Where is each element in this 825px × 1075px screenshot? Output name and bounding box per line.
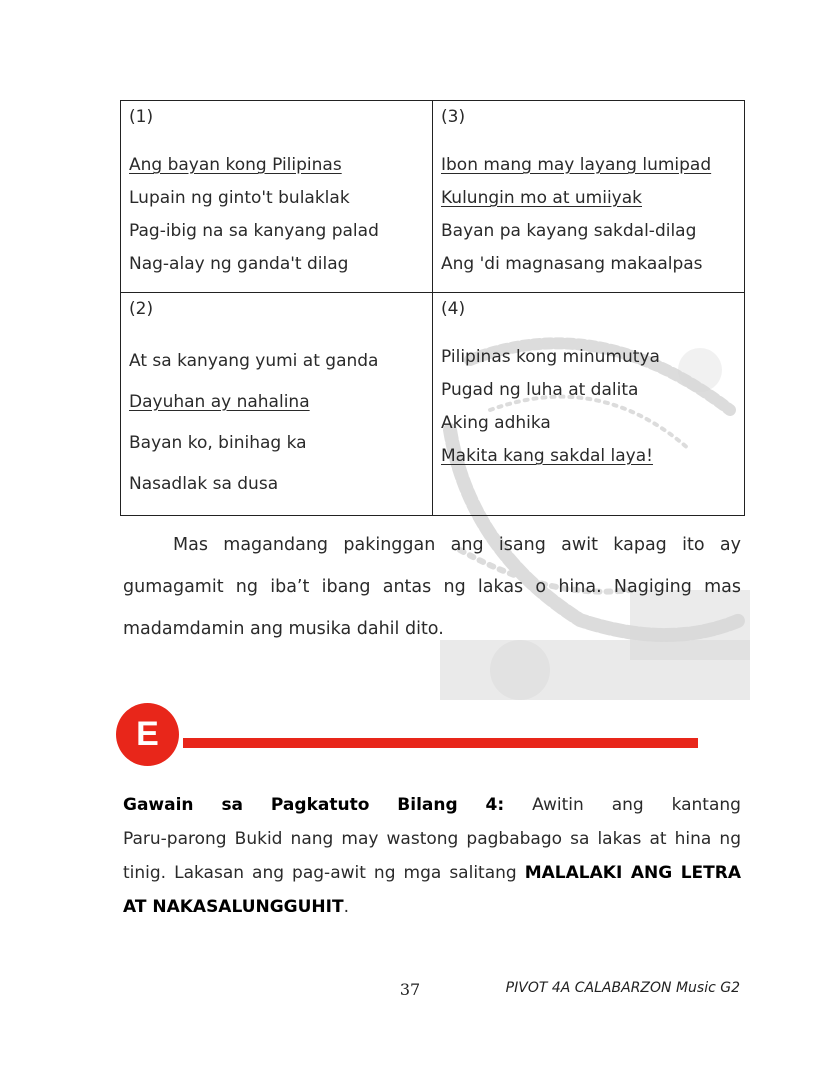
activity-first-line: [123, 788, 741, 822]
activity-emphasis: MALALAKI ANG LETRA AT NAKASALUNGGUHIT: [123, 863, 742, 917]
lyric-line: Bayan ko, binihag ka: [129, 433, 307, 453]
lyric-line: Lupain ng ginto't bulaklak: [129, 188, 350, 208]
lyric-line: Pag-ibig na sa kanyang palad: [129, 221, 379, 241]
stanza-4-cell: [433, 293, 745, 516]
paragraph-text: Mas magandang pakinggan ang isang awit kapag ito ay gumagamit ng iba’t ibang antas ng lakas o hina. Nagiging mas madamdamin ang musika dahil dito.: [123, 534, 741, 639]
activity-label-word: Pagkatuto: [270, 795, 370, 815]
footer-label: PIVOT 4A CALABARZON Music G2: [505, 980, 740, 996]
page-number: 37: [399, 980, 421, 999]
section-e-badge: [116, 703, 179, 766]
activity-text: Paru-parong Bukid nang may wastong pagbabago sa lakas at hina ng tinig. Lakasan ang pag-awit ng mga salitang: [123, 829, 741, 883]
activity-label-word: Gawain: [123, 795, 194, 815]
lyric-line: At sa kanyang yumi at ganda: [129, 351, 379, 371]
lyric-line: Aking adhika: [441, 413, 551, 433]
stanza-1-cell: [121, 101, 433, 293]
activity-label-word: 4:: [485, 795, 505, 815]
activity-end: .: [343, 897, 349, 917]
lyric-line: Nasadlak sa dusa: [129, 474, 279, 494]
stanza-number: (2): [129, 299, 154, 319]
activity-word: Awitin: [532, 795, 584, 815]
lyric-line: Bayan pa kayang sakdal-dilag: [441, 221, 697, 241]
lyric-line: Kulungin mo at umiiyak: [441, 188, 642, 208]
stanza-number: (3): [441, 107, 466, 127]
lyrics-table: [120, 100, 745, 516]
lyric-line: Pugad ng luha at dalita: [441, 380, 639, 400]
lyric-line: Ang 'di magnasang makaalpas: [441, 254, 703, 274]
stanza-number: (1): [129, 107, 154, 127]
activity-paragraph: [123, 788, 741, 924]
section-letter: E: [136, 715, 159, 753]
stanza-number: (4): [441, 299, 466, 319]
lyric-line: Dayuhan ay nahalina: [129, 392, 310, 412]
stanza-3-cell: [433, 101, 745, 293]
activity-label-word: Bilang: [397, 795, 458, 815]
lyric-line: Ibon mang may layang lumipad: [441, 155, 712, 175]
activity-word: kantang: [671, 795, 741, 815]
stanza-2-cell: [121, 293, 433, 516]
activity-word: ang: [611, 795, 644, 815]
lyric-line: Nag-alay ng ganda't dilag: [129, 254, 349, 274]
dynamics-paragraph: [123, 524, 741, 650]
lyric-line: Pilipinas kong minumutya: [441, 347, 660, 367]
lyric-line: Makita kang sakdal laya!: [441, 446, 653, 466]
activity-label-word: sa: [221, 795, 244, 815]
lyric-line: Ang bayan kong Pilipinas: [129, 155, 342, 175]
section-divider-bar: [183, 738, 698, 748]
